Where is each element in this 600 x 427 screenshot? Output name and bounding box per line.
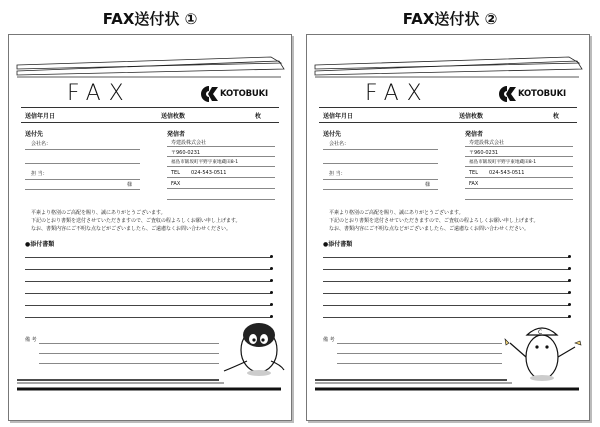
fax-label: FAX — [469, 181, 479, 187]
mascot-illustration — [224, 323, 284, 376]
sheet-2-title: FAX送付状 ② — [402, 10, 498, 28]
from-company: 寿建設株式会社 — [171, 140, 207, 146]
line-end-dot — [568, 315, 571, 318]
attachment-line — [323, 257, 569, 258]
send-date-label: 送信年月日 — [323, 113, 354, 120]
tel-label: TEL — [469, 170, 478, 176]
line-end-dot — [270, 255, 273, 258]
from-line — [167, 146, 275, 147]
line-end-dot — [270, 279, 273, 282]
message-line-3: なお、書類内容にご不明な点などがございましたら、ご遠慮なくお問い合わせください。 — [31, 226, 232, 232]
line-end-dot — [568, 255, 571, 258]
remarks-line — [39, 343, 219, 344]
line-end-dot — [270, 315, 273, 318]
from-line — [167, 199, 275, 200]
from-line — [465, 188, 573, 189]
from-heading: 発信者 — [465, 131, 484, 138]
header-row — [21, 107, 279, 123]
svg-text:C: C — [538, 329, 543, 336]
to-heading: 送付先 — [25, 131, 44, 138]
remarks-line — [39, 363, 219, 364]
remarks-label: 備 考 — [323, 337, 335, 343]
line-end-dot — [270, 291, 273, 294]
honorific: 様 — [127, 182, 133, 188]
person-line — [323, 179, 438, 180]
remarks-line — [337, 363, 502, 364]
from-address: 福島市飯坂町平野字東地蔵田8-1 — [171, 160, 239, 165]
kotobuki-logo-mark-icon — [497, 85, 517, 103]
tel-label: TEL — [171, 170, 180, 176]
attachment-line — [323, 305, 569, 306]
from-zip: 〒960-0231 — [469, 150, 499, 156]
to-company-label: 会社名： — [31, 141, 52, 147]
to-heading: 送付先 — [323, 131, 342, 138]
fax-cover-sheet-1 — [8, 34, 292, 421]
kotobuki-logo-mark-icon — [199, 85, 219, 103]
logo-text: KOTOBUKI — [518, 89, 566, 99]
from-line — [167, 166, 275, 167]
line-end-dot — [568, 291, 571, 294]
company-line — [323, 149, 438, 150]
message-line-1: 平素より格別のご高配を賜り、誠にありがとうございます。 — [329, 210, 464, 216]
attachment-line — [25, 269, 271, 270]
attachment-line — [323, 317, 569, 318]
person-line-2 — [323, 189, 438, 190]
person-line — [25, 179, 140, 180]
line-end-dot — [568, 267, 571, 270]
header-row — [319, 107, 577, 123]
attachment-line — [323, 269, 569, 270]
to-company-label: 会社名： — [329, 141, 350, 147]
line-end-dot — [568, 303, 571, 306]
from-line — [465, 177, 573, 178]
remarks-label: 備 考 — [25, 337, 37, 343]
fax-heading: FAX — [365, 81, 430, 106]
tel-number: 024-543-0511 — [191, 170, 227, 176]
fax-label: FAX — [171, 181, 181, 187]
from-line — [167, 156, 275, 157]
kotobuki-logo — [199, 85, 268, 103]
line-end-dot — [568, 279, 571, 282]
from-address: 福島市飯坂町平野字東地蔵田8-1 — [469, 160, 537, 165]
from-line — [465, 156, 573, 157]
remarks-line — [337, 343, 502, 344]
honorific: 様 — [425, 182, 431, 188]
from-zip: 〒960-0231 — [171, 150, 201, 156]
tel-number: 024-543-0511 — [489, 170, 525, 176]
attachment-line — [323, 293, 569, 294]
attachments-heading: ●添付書類 — [323, 241, 353, 248]
company-line-2 — [323, 163, 438, 164]
from-line — [167, 177, 275, 178]
attachments-heading: ●添付書類 — [25, 241, 55, 248]
company-line — [25, 149, 140, 150]
from-line — [465, 199, 573, 200]
fax-heading: FAX — [67, 81, 132, 106]
to-person-label: 担 当： — [31, 171, 48, 177]
remarks-line — [39, 353, 219, 354]
page-unit: 枚 — [553, 113, 560, 120]
kotobuki-logo — [497, 85, 566, 103]
attachment-line — [25, 317, 271, 318]
fax-cover-sheet-2 — [306, 34, 590, 421]
message-line-3: なお、書類内容にご不明な点などがございましたら、ご遠慮なくお問い合わせください。 — [329, 226, 530, 232]
attachment-line — [25, 305, 271, 306]
remarks-line — [337, 353, 502, 354]
company-line-2 — [25, 163, 140, 164]
person-line-2 — [25, 189, 140, 190]
logo-text: KOTOBUKI — [220, 89, 268, 99]
from-heading: 発信者 — [167, 131, 186, 138]
page-unit: 枚 — [255, 113, 262, 120]
attachment-line — [25, 257, 271, 258]
attachment-line — [25, 293, 271, 294]
message-line-1: 平素より格別のご高配を賜り、誠にありがとうございます。 — [31, 210, 166, 216]
message-line-2: 下記のとおり書類を送付させていただきますので、ご査収の程よろしくお願い申し上げます。 — [329, 218, 539, 224]
attachment-line — [323, 281, 569, 282]
from-line — [167, 188, 275, 189]
page-count-label: 送信枚数 — [161, 113, 186, 120]
to-person-label: 担 当： — [329, 171, 346, 177]
line-end-dot — [270, 303, 273, 306]
line-end-dot — [270, 267, 273, 270]
from-line — [465, 166, 573, 167]
from-company: 寿建設株式会社 — [469, 140, 505, 146]
from-line — [465, 146, 573, 147]
attachment-line — [25, 281, 271, 282]
message-line-2: 下記のとおり書類を送付させていただきますので、ご査収の程よろしくお願い申し上げます。 — [31, 218, 241, 224]
page-count-label: 送信枚数 — [459, 113, 484, 120]
mascot-illustration — [505, 328, 581, 381]
send-date-label: 送信年月日 — [25, 113, 56, 120]
sheet-1-title: FAX送付状 ① — [102, 10, 198, 28]
